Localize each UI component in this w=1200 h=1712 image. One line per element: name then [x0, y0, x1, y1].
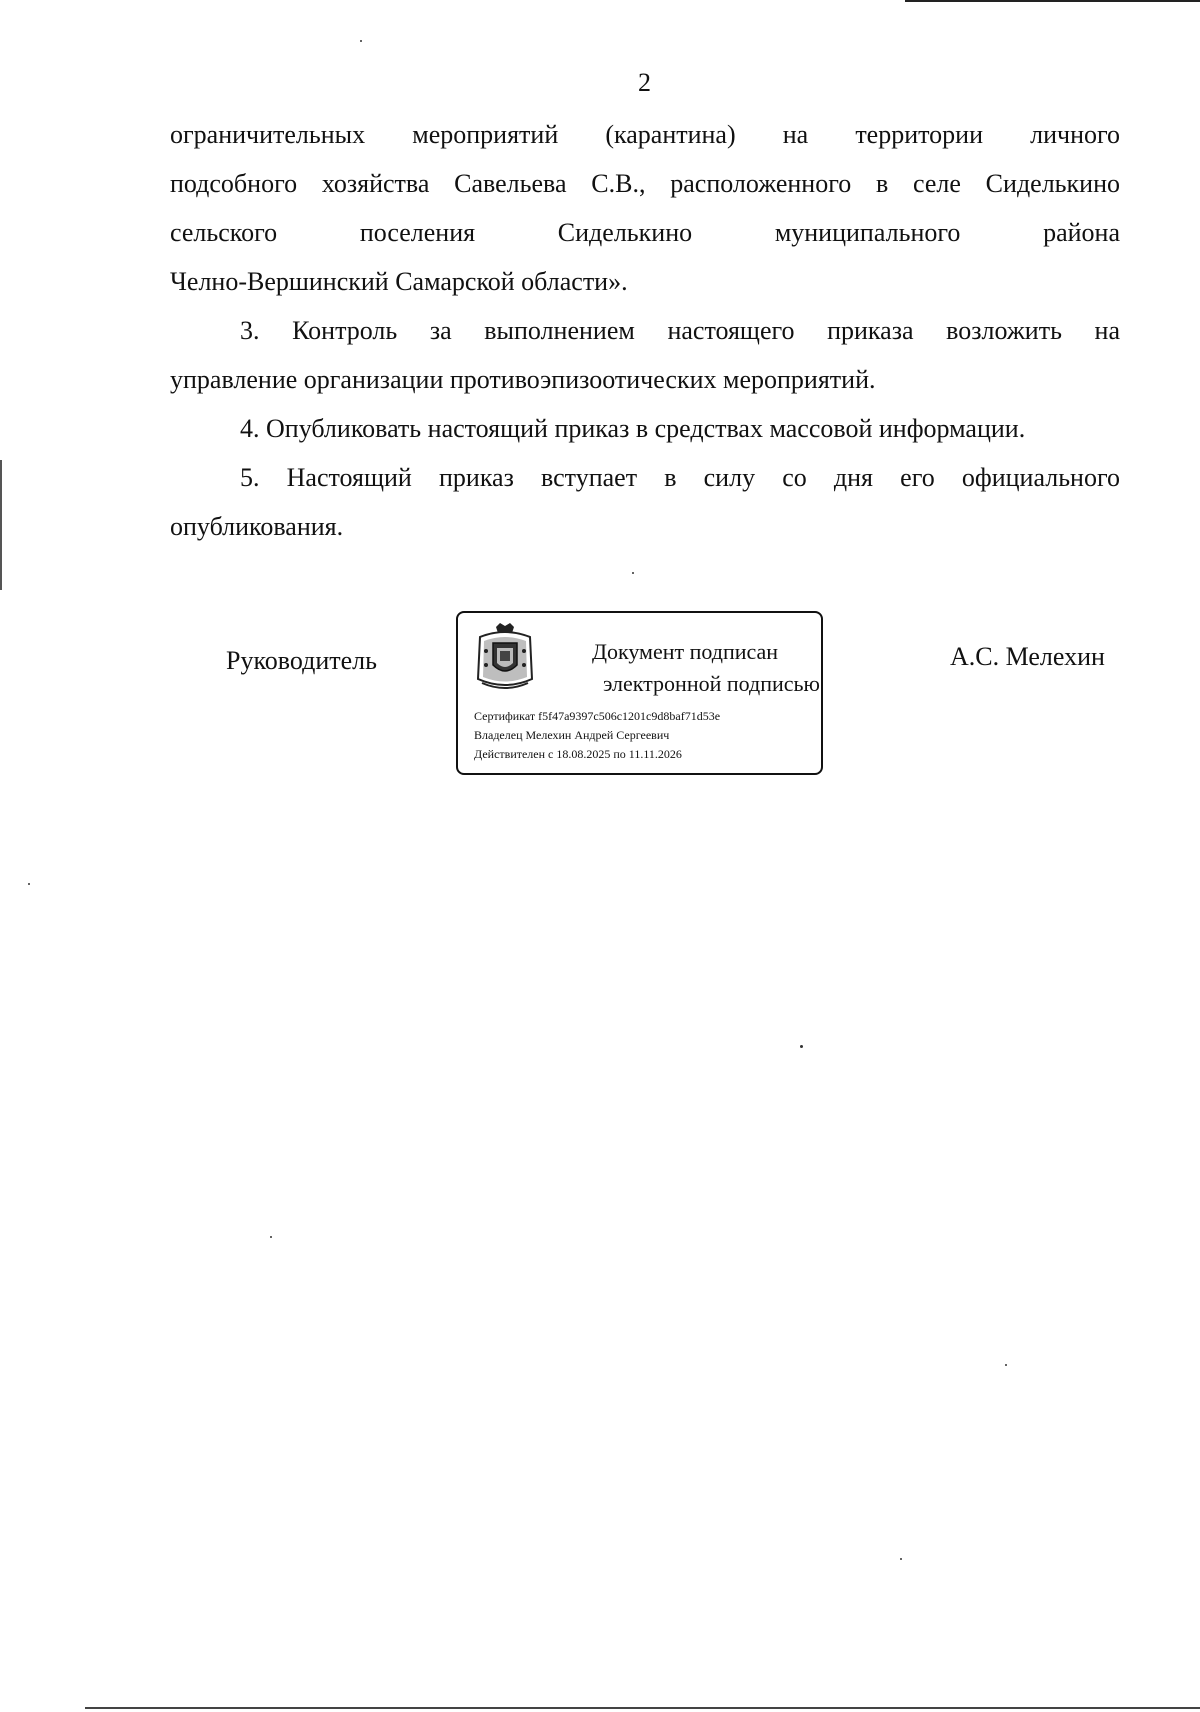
scan-speck: [360, 40, 362, 42]
stamp-certificate: Сертификат f5f47a9397c506c1201c9d8baf71d53e: [474, 709, 721, 723]
paragraph-item-5: [170, 453, 1120, 551]
scan-edge-left: [0, 460, 2, 590]
stamp-owner: Владелец Мелехин Андрей Сергеевич: [474, 728, 670, 742]
paragraph-item-3: [170, 306, 1120, 404]
scan-speck: [1005, 1364, 1007, 1366]
text-line: 3. Контроль за выполнением настоящего приказа возложить на: [240, 316, 1120, 345]
text-line: сельского поселения Сиделькино муниципального района: [170, 218, 1120, 247]
coat-of-arms-icon: [474, 621, 536, 693]
signer-title: Руководитель: [226, 646, 377, 675]
text-line: управление организации противоэпизоотических мероприятий.: [170, 365, 876, 394]
paragraph-continuation: [170, 110, 1120, 306]
text-line: 4. Опубликовать настоящий приказ в средствах массовой информации.: [240, 414, 1026, 443]
paragraph-item-4: [170, 404, 1120, 453]
text-line: ограничительных мероприятий (карантина) на территории личного: [170, 120, 1120, 149]
scan-speck: [900, 1558, 902, 1560]
stamp-heading: Документ подписан: [591, 639, 779, 664]
text-line: 5. Настоящий приказ вступает в силу со дня его официального: [240, 463, 1120, 492]
scan-edge-top: [905, 0, 1200, 2]
page-number: 2: [638, 68, 651, 97]
scan-speck: [270, 1236, 272, 1238]
scan-speck: [632, 572, 634, 574]
text-line: подсобного хозяйства Савельева С.В., расположенного в селе Сиделькино: [170, 169, 1120, 198]
scan-speck: [28, 883, 30, 885]
signer-name: А.С. Мелехин: [950, 642, 1105, 671]
stamp-validity: Действителен с 18.08.2025 по 11.11.2026: [474, 747, 682, 761]
electronic-signature-stamp: [456, 611, 823, 775]
text-line: Челно-Вершинский Самарской области».: [170, 267, 628, 296]
scan-speck: [800, 1045, 803, 1048]
text-line: опубликования.: [170, 512, 344, 541]
stamp-heading: электронной подписью: [602, 671, 820, 696]
scan-edge-bottom: [85, 1707, 1200, 1709]
